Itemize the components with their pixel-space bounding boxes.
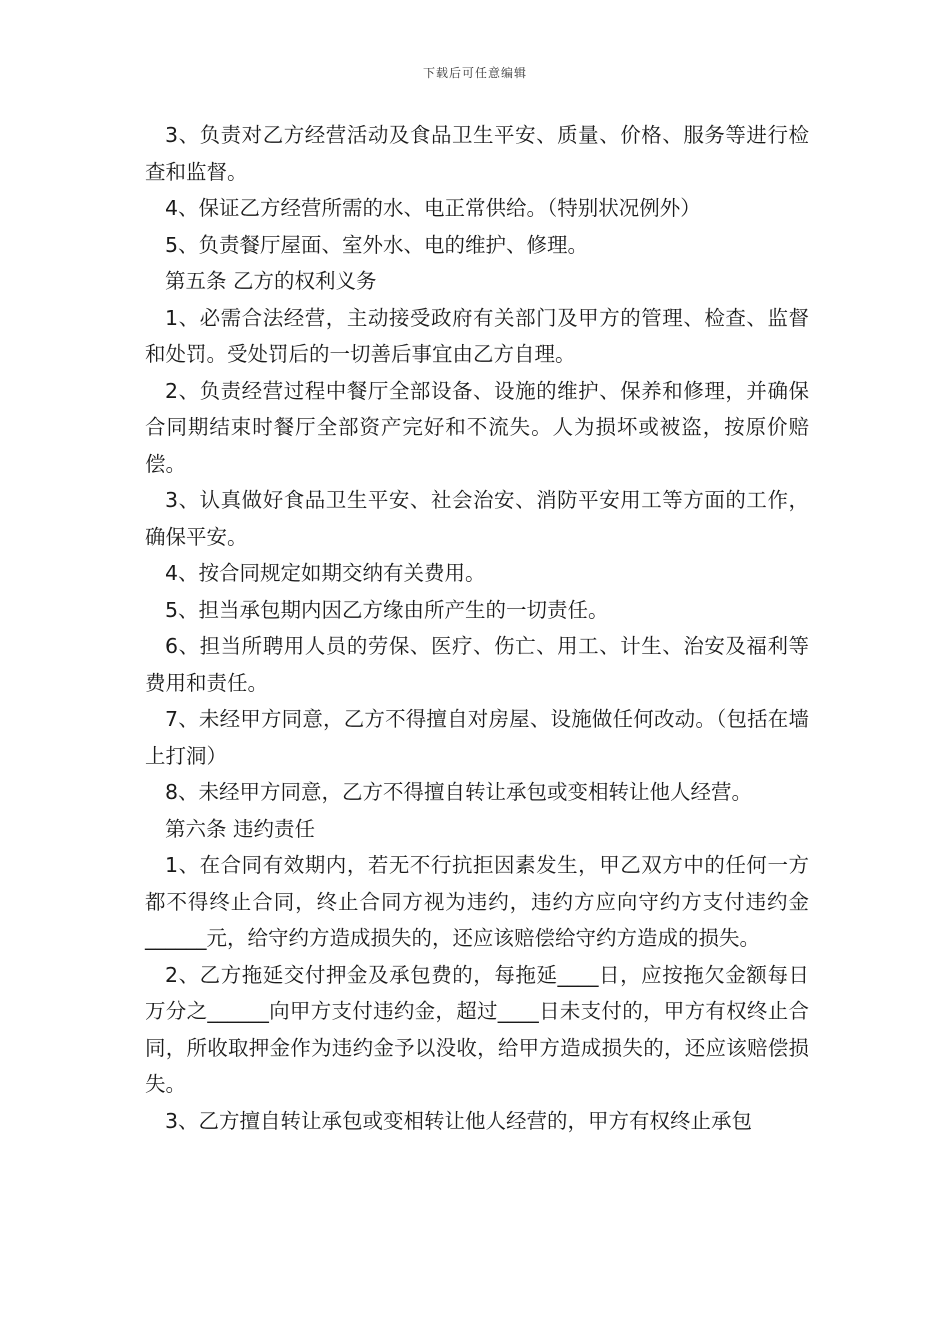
clause-5-item-6: 6、担当所聘用人员的劳保、医疗、伤亡、用工、计生、治安及福利等费用和责任。 [145, 634, 809, 695]
document-body [145, 117, 809, 1139]
clause-5-item-5: 5、担当承包期内因乙方缘由所产生的一切责任。 [165, 597, 609, 622]
page-header: 下载后可任意编辑 [422, 66, 527, 80]
clause-5-item-2: 2、负责经营过程中餐厅全部设备、设施的维护、保养和修理，并确保合同期结束时餐厅全部资产完好和不流失。人为损坏或被盗，按原价赔偿。 [145, 378, 809, 476]
clause-5-item-8: 8、未经甲方同意，乙方不得擅自转让承包或变相转让他人经营。 [165, 780, 753, 804]
clause-5-item-1: 1、必需合法经营，主动接受政府有关部门及甲方的管理、检查、监督和处罚。受处罚后的一切善后事宜由乙方自理。 [145, 305, 809, 366]
clause-5-item-7: 7、未经甲方同意，乙方不得擅自对房屋、设施做任何改动。（包括在墙上打洞） [145, 707, 809, 768]
clause-6-item-2: 2、乙方拖延交付押金及承包费的，每拖延____日，应按拖欠金额每日万分之______向甲方支付违约金，超过____日未支付的，甲方有权终止合同，所收取押金作为违约金予以没收，给甲方造成损失的，还应该赔偿损失。 [145, 962, 809, 1096]
clause-5-item-3: 3、认真做好食品卫生平安、社会治安、消防平安用工等方面的工作，确保平安。 [145, 488, 809, 549]
clause-5-item-4: 4、按合同规定如期交纳有关费用。 [165, 561, 486, 585]
clause-4-item-3: 3、负责对乙方经营活动及食品卫生平安、质量、价格、服务等进行检查和监督。 [145, 123, 809, 184]
clause-5-heading: 第五条 乙方的权利义务 [165, 269, 377, 293]
clause-6-item-1: 1、在合同有效期内，若无不行抗拒因素发生，甲乙双方中的任何一方都不得终止合同，终止合同方视为违约，违约方应向守约方支付违约金______元，给守约方造成损失的，还应该赔偿给守约方造成的损失。 [145, 853, 809, 950]
clause-4-item-5: 5、负责餐厅屋面、室外水、电的维护、修理。 [165, 232, 589, 257]
clause-6-heading: 第六条 违约责任 [165, 816, 316, 841]
clause-4-item-4: 4、保证乙方经营所需的水、电正常供给。（特别状况例外） [165, 196, 701, 220]
clause-6-item-3: 3、乙方擅自转让承包或变相转让他人经营的，甲方有权终止承包 [165, 1108, 753, 1133]
